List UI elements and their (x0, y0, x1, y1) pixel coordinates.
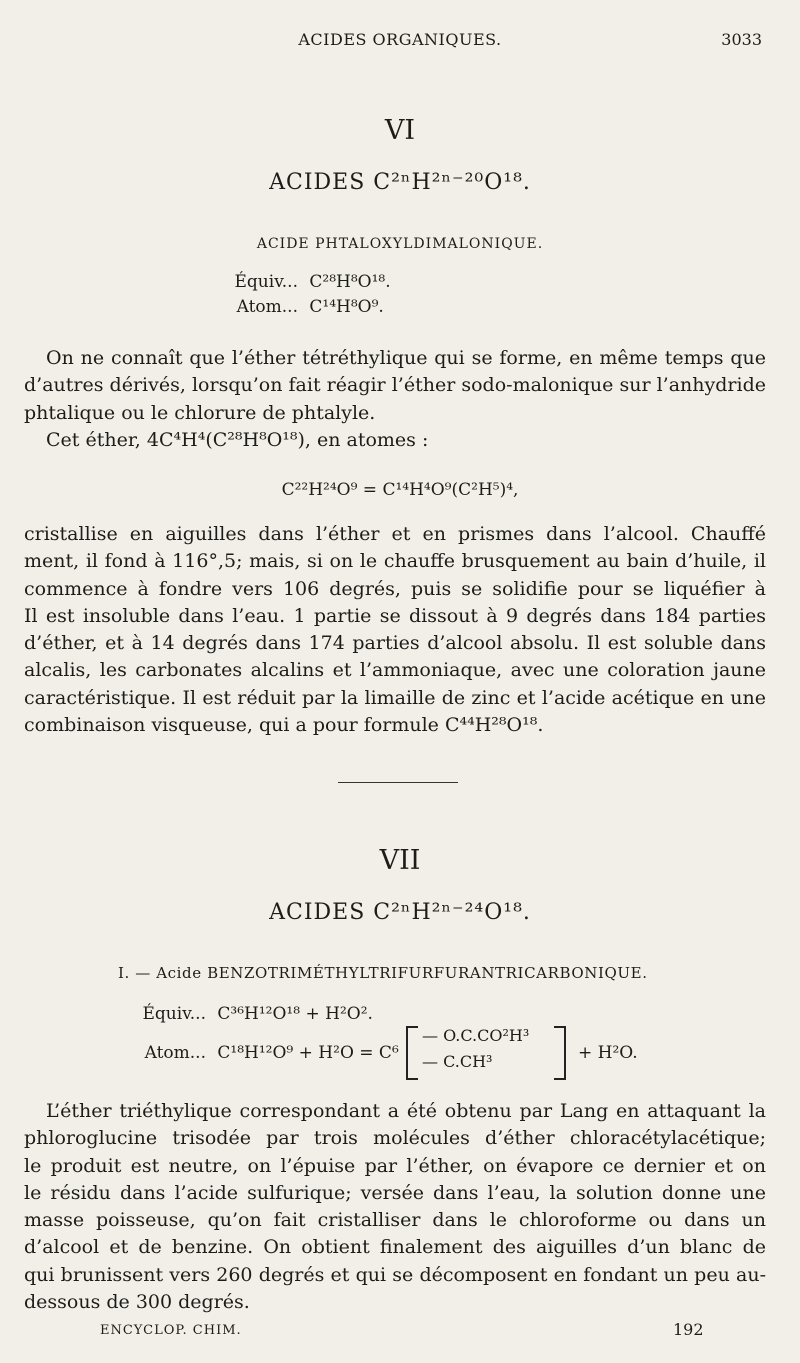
bracket-top-formula: — O.C.CO²H³ (422, 1026, 530, 1045)
paragraph-lang (24, 1098, 766, 1316)
text-line: d’autres dérivés, lorsqu’on fait réagir l’éther sodo-malonique sur l’anhydride (24, 374, 766, 397)
paragraph-ether (24, 427, 766, 454)
equiv-formula: C³⁶H¹²O¹⁸ + H²O². (217, 1004, 373, 1024)
left-bracket (406, 1026, 418, 1080)
text-line: masse poisseuse, qu’on fait cristalliser dans le chloroforme ou dans un (24, 1209, 766, 1232)
text-line: Il est insoluble dans l’eau. 1 partie se dissout à 9 degrés dans 184 parties (24, 604, 766, 627)
right-bracket (554, 1026, 566, 1080)
compound-heading-benzotrimethyl: I. — Acide BENZOTRIMÉTHYLTRIFURFURANTRICARBONIQUE. (118, 964, 648, 982)
text-line: On ne connaît que l’éther tétréthylique qui se forme, en même temps que (46, 347, 766, 369)
equiv-formula: C²⁸H⁸O¹⁸. (309, 272, 391, 292)
atom-formula-left: C¹⁸H¹²O⁹ + H²O = C⁶ (217, 1043, 399, 1063)
atom-formula-row (210, 297, 384, 317)
page-number: 3033 (721, 30, 762, 49)
section-title-vi: ACIDES C²ⁿH²ⁿ⁻²⁰O¹⁸. (269, 170, 531, 195)
text-line: alcalis, les carbonates alcalins et l’ammoniaque, avec une coloration jaune (24, 659, 766, 682)
atom-formula-row-vii (112, 1043, 399, 1063)
text-line: phtalique ou le chlorure de phtalyle. (24, 401, 376, 424)
text-line: le produit est neutre, on l’épuise par l’éther, on évapore ce dernier et on (24, 1154, 766, 1177)
atom-label: Atom... (236, 297, 298, 317)
section-divider (338, 782, 458, 783)
text-line: combinaison visqueuse, qui a pour formule C⁴⁴H²⁸O¹⁸. (24, 714, 544, 737)
atom-formula: C¹⁴H⁸O⁹. (309, 297, 384, 317)
text-line: le résidu dans l’acide sulfurique; versée dans l’eau, la solution donne une (24, 1181, 766, 1204)
text-line: commence à fondre vers 106 degrés, puis se solidifie pour se liquéfier à (24, 577, 766, 600)
text-line: cristallise en aiguilles dans l’éther et en prismes dans l’alcool. Chauffé (24, 523, 766, 545)
running-head: ACIDES ORGANIQUES. (298, 30, 502, 49)
footer-sheet-number: 192 (673, 1320, 704, 1339)
text-line: Cet éther, 4C⁴H⁴(C²⁸H⁸O¹⁸), en atomes : (46, 429, 429, 451)
bracket-bottom-formula: — C.CH³ (422, 1052, 493, 1071)
atom-formula-right: + H²O. (578, 1043, 638, 1063)
text-line: dessous de 300 degrés. (24, 1291, 250, 1314)
equiv-formula-row-vii (112, 1004, 373, 1024)
section-title-vii: ACIDES C²ⁿH²ⁿ⁻²⁴O¹⁸. (269, 900, 531, 925)
bracketed-group (406, 1026, 566, 1078)
text-line: caractéristique. Il est réduit par la limaille de zinc et l’acide acétique en une (24, 686, 766, 709)
equation-ether: C²²H²⁴O⁹ = C¹⁴H⁴O⁹(C²H⁵)⁴, (281, 480, 519, 500)
footer-signature: ENCYCLOP. CHIM. (100, 1323, 242, 1338)
equiv-label: Équiv... (234, 272, 298, 292)
section-number-vi: VI (384, 115, 416, 146)
paragraph-intro (24, 345, 766, 427)
section-number-vii: VII (379, 845, 421, 876)
equiv-label: Équiv... (142, 1004, 206, 1024)
atom-label: Atom... (144, 1043, 206, 1063)
text-line: d’éther, et à 14 degrés dans 174 parties d’alcool absolu. Il est soluble dans (24, 632, 766, 655)
text-line: phloroglucine trisodée par trois molécules d’éther chloracétylacétique; (24, 1127, 766, 1150)
text-line: ment, il fond à 116°,5; mais, si on le chauffe brusquement au bain d’huile, il (24, 550, 766, 573)
text-line: qui brunissent vers 260 degrés et qui se décomposent en fondant un peu au- (24, 1263, 766, 1286)
compound-heading-phtaloxyldimalonique: ACIDE PHTALOXYLDIMALONIQUE. (256, 236, 544, 252)
text-line: L’éther triéthylique correspondant a été obtenu par Lang en attaquant la (46, 1100, 766, 1122)
equiv-formula-row (210, 272, 391, 292)
paragraph-properties (24, 521, 766, 739)
text-line: d’alcool et de benzine. On obtient finalement des aiguilles d’un blanc de (24, 1236, 766, 1259)
